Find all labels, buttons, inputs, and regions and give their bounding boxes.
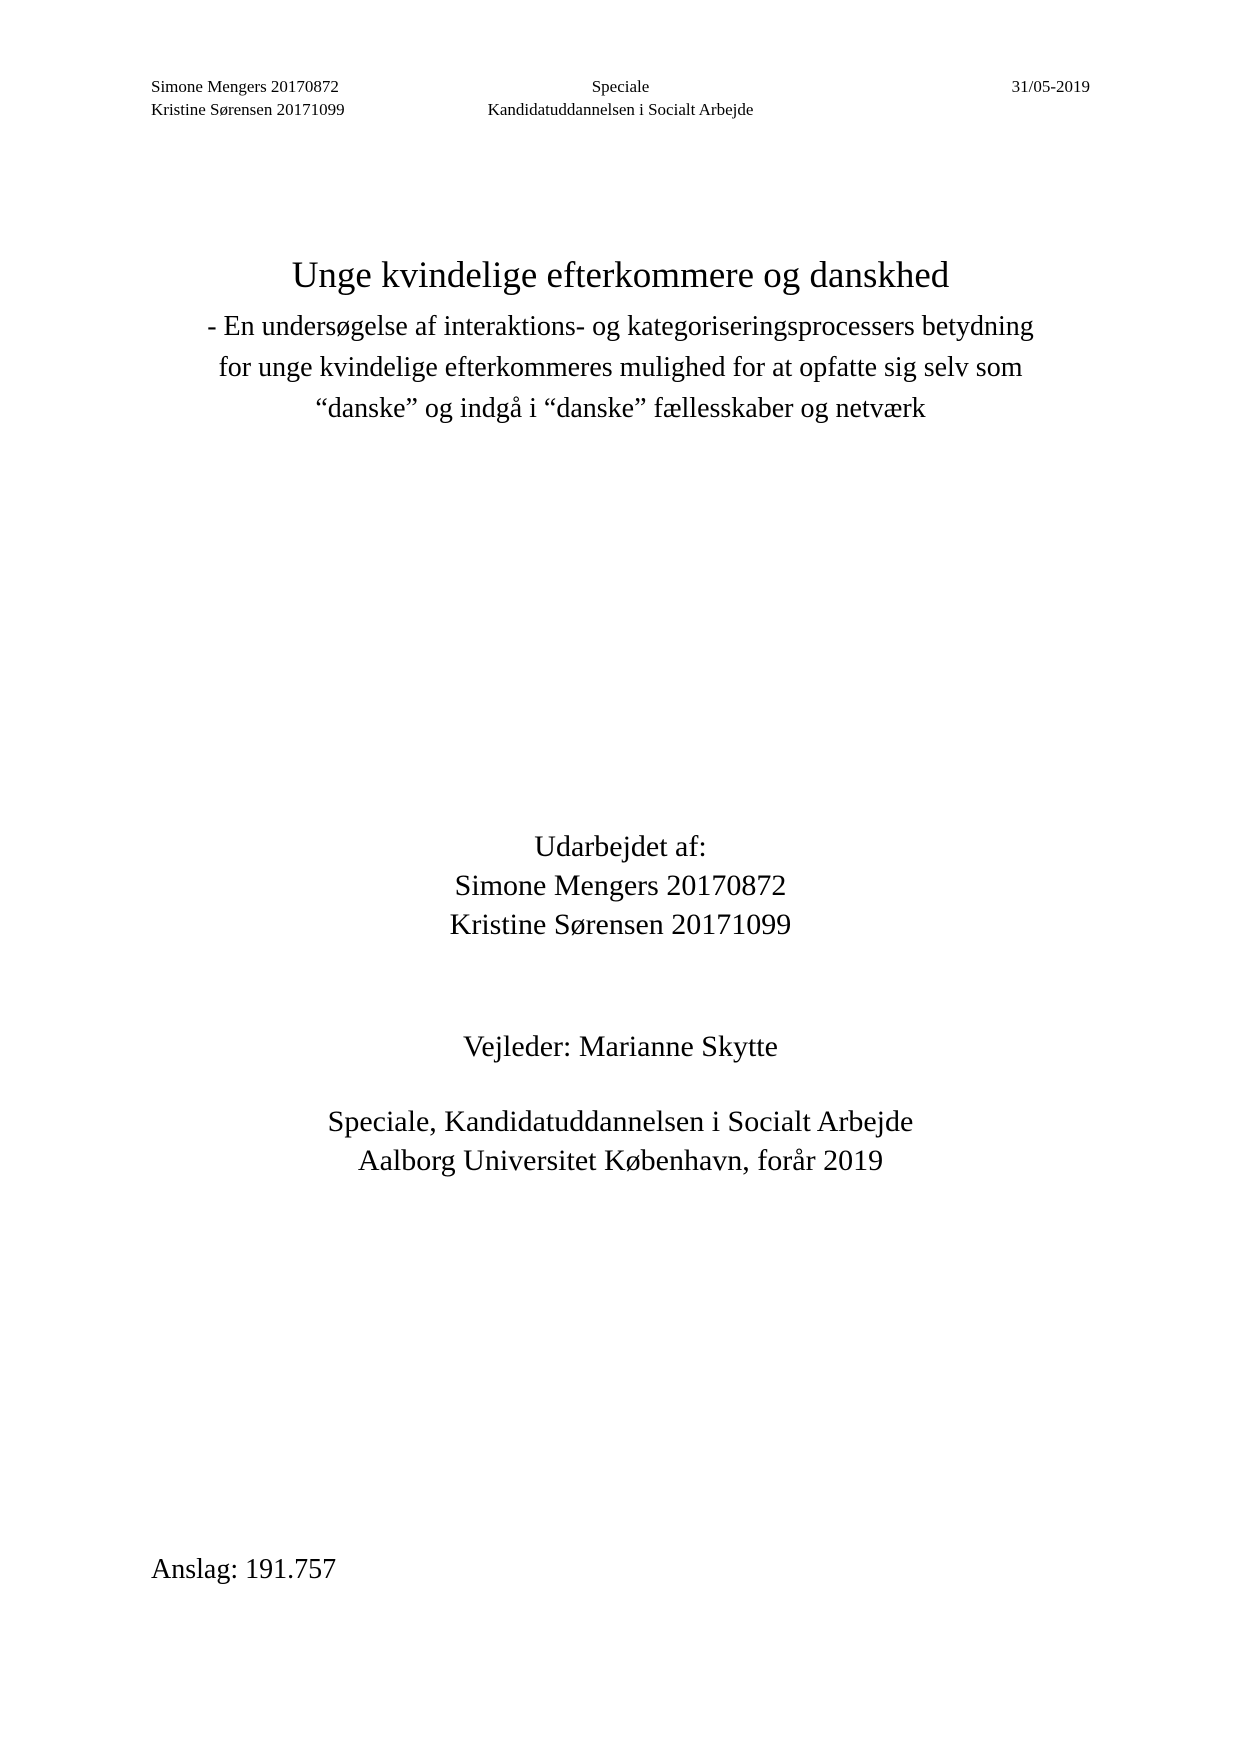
character-count: Anslag: 191.757 [151, 1554, 337, 1585]
program-block [0, 1102, 1241, 1180]
header-education: Kandidatuddannelsen i Socialt Arbejde [487, 100, 754, 119]
program-line-2: Aalborg Universitet København, forår 2019 [357, 1144, 884, 1177]
subtitle-line-1: - En undersøgelse af interaktions- og kategoriseringsprocessers betydning [207, 311, 1034, 342]
document-title: Unge kvindelige efterkommere og danskhed [291, 255, 950, 296]
header-author-2: Kristine Sørensen 20171099 [151, 100, 345, 119]
author-name-1: Simone Mengers 20170872 [454, 869, 787, 902]
header-author-1: Simone Mengers 20170872 [151, 77, 339, 96]
authors-label: Udarbejdet af: [534, 830, 707, 863]
program-line-1: Speciale, Kandidatuddannelsen i Socialt Arbejde [327, 1105, 914, 1138]
header-date [1012, 75, 1090, 98]
subtitle-line-3: “danske” og indgå i “danske” fællesskaber og netværk [315, 393, 926, 424]
header-doc-type: Speciale [591, 77, 650, 96]
supervisor: Vejleder: Marianne Skytte [463, 1030, 778, 1063]
author-name-2: Kristine Sørensen 20171099 [449, 908, 792, 941]
subtitle-line-2: for unge kvindelige efterkommeres mulighed for at opfatte sig selv som [218, 352, 1023, 383]
authors-block [0, 827, 1241, 944]
document-subtitle [0, 306, 1241, 429]
header-date-text: 31/05-2019 [1011, 77, 1090, 96]
